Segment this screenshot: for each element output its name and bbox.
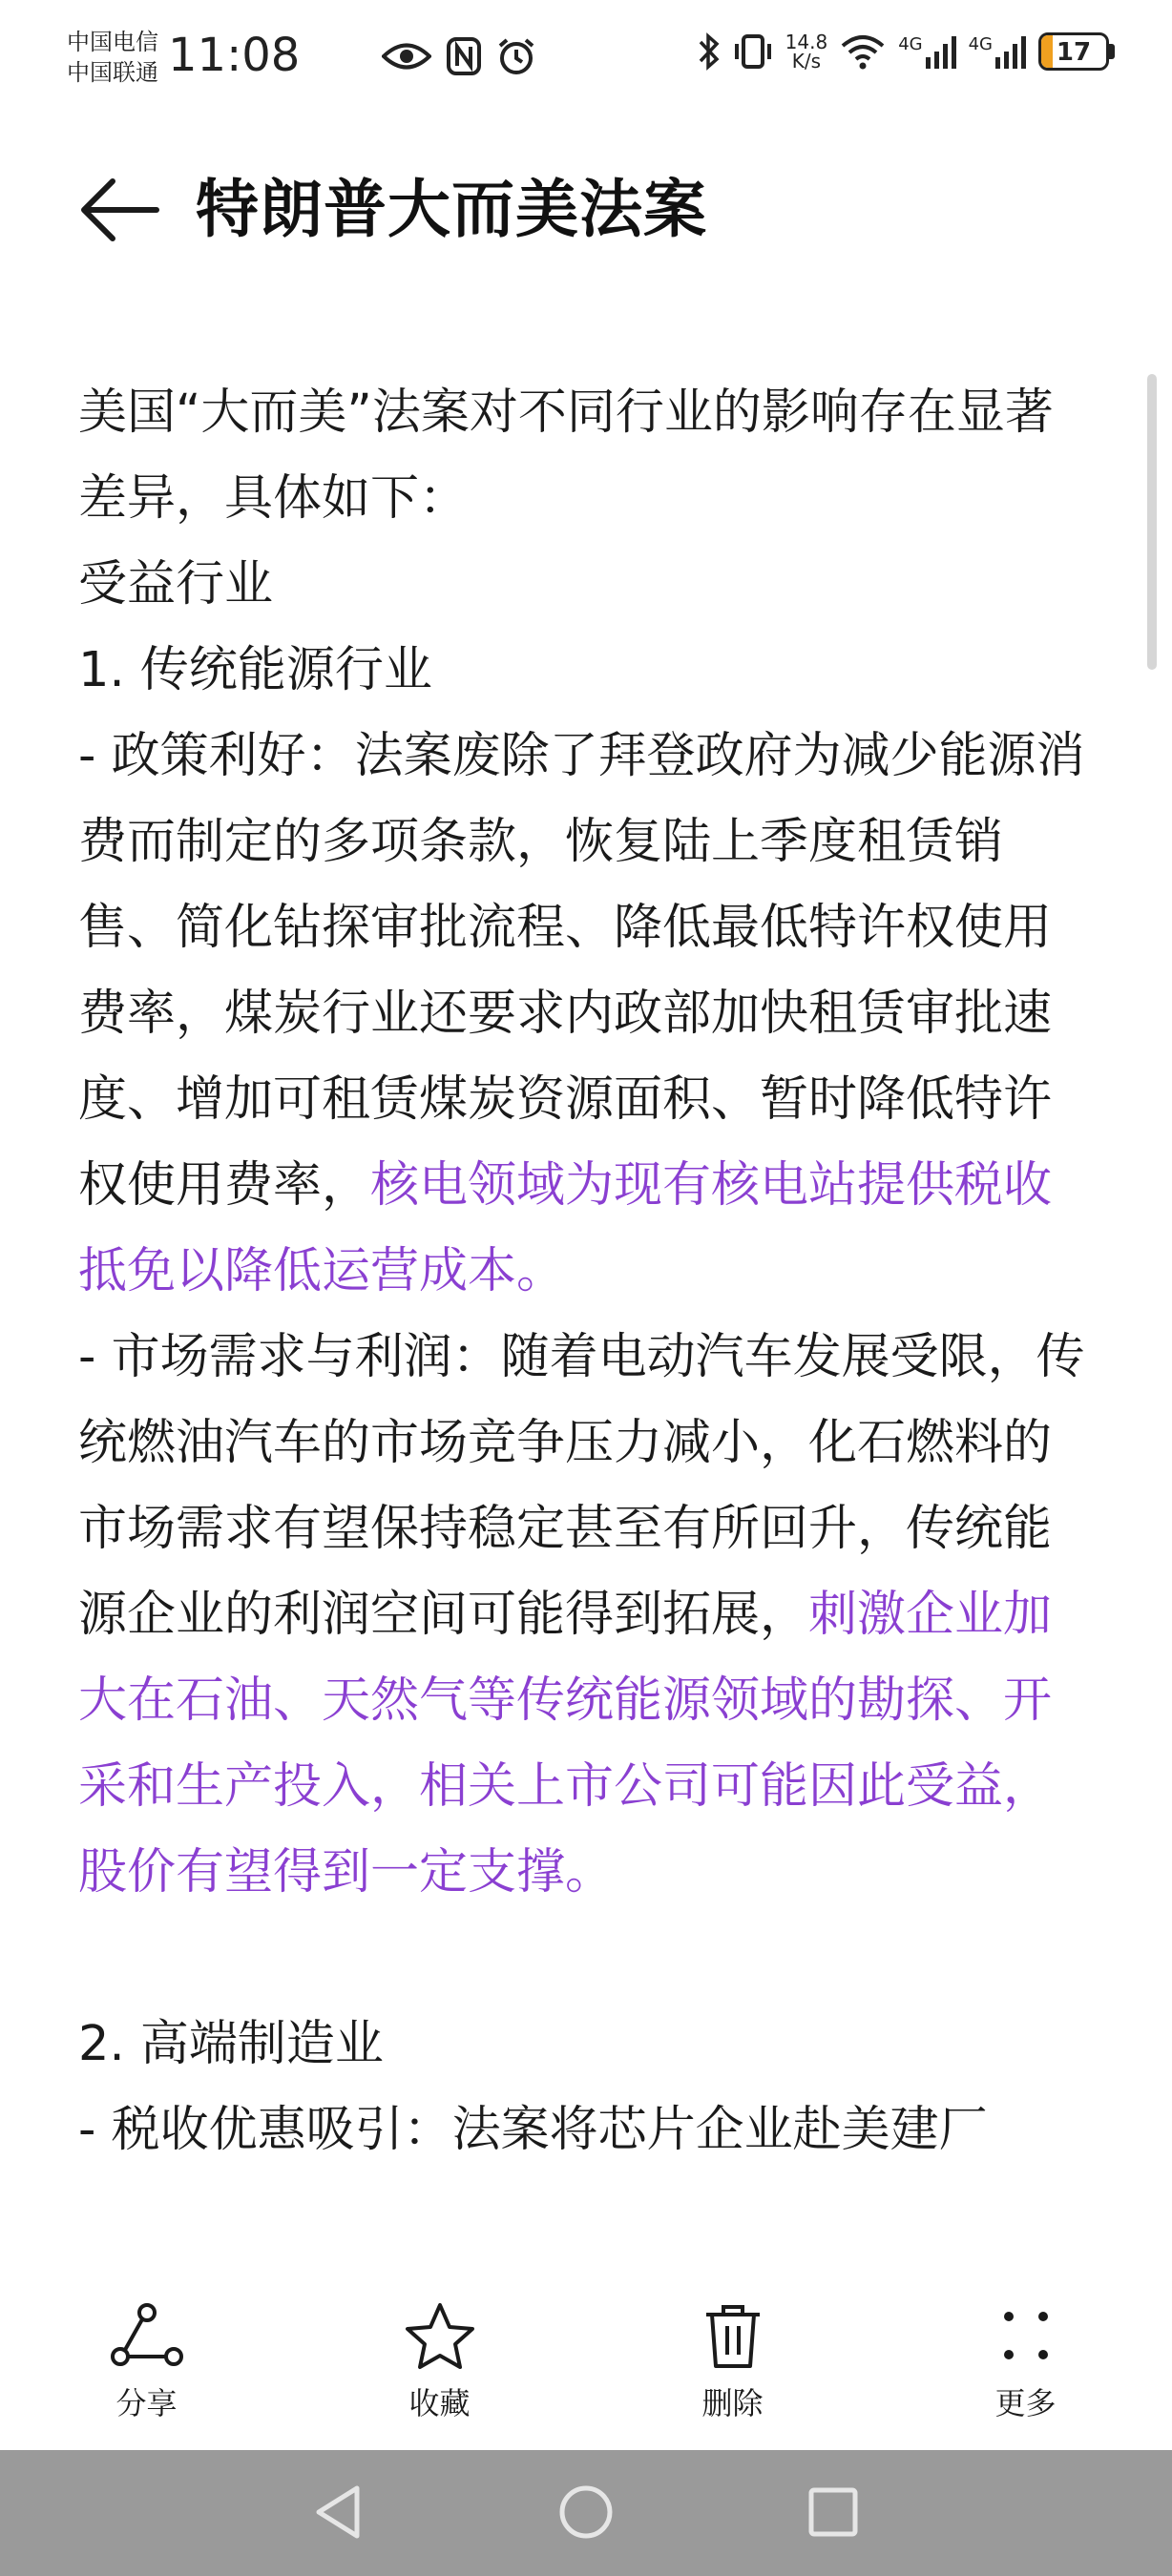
more-button[interactable] — [879, 2280, 1172, 2452]
point-text: - 政策利好：法案废除了拜登政府为减少能源消费而制定的多项条款，恢复陆上季度租赁销售、简化钻探审批流程、降低最低特许权使用费率，煤炭行业还要求内政部加快租赁审批速度、增加可租赁煤炭资源面积、暂时降低特许权使用费率， — [78, 728, 1085, 1214]
more-label: 更多 — [994, 2385, 1057, 2421]
item-point — [78, 1315, 1090, 1916]
wifi-icon — [839, 32, 887, 71]
point-text: - 税收优惠吸引：法案将芯片企业赴美建厂 — [78, 2102, 988, 2158]
vibrate-icon — [732, 32, 774, 71]
point-text: - 市场需求与利润：随着电动汽车发展受限，传统燃油汽车的市场竞争压力减小，化石燃料的市场需求有望保持稳定甚至有所回升，传统能源企业的利润空间可能得到拓展， — [78, 1329, 1085, 1643]
carrier-2: 中国联通 — [67, 59, 158, 86]
delete-label: 删除 — [701, 2385, 764, 2421]
battery-level: 17 — [1056, 38, 1092, 67]
signal-1 — [898, 34, 956, 69]
status-icons-right — [698, 32, 1115, 71]
item-point — [78, 2088, 1090, 2173]
battery-icon — [1038, 32, 1109, 71]
bottom-toolbar — [0, 2280, 1172, 2452]
share-button[interactable] — [0, 2280, 293, 2452]
page-header — [0, 143, 1172, 277]
scrollbar[interactable] — [1147, 374, 1157, 670]
nav-back-icon[interactable] — [305, 2479, 372, 2545]
article-intro: 美国“大而美”法案对不同行业的影响存在显著差异，具体如下： — [78, 384, 1054, 527]
highlighted-text: 刺激企业加大在石油、天然气等传统能源领域的勘探、开采和生产投入，相关上市公司可能因此受益，股价有望得到一定支撑。 — [78, 1587, 1053, 1901]
alarm-icon — [496, 36, 536, 76]
nav-recents-icon[interactable] — [800, 2479, 867, 2545]
eye-icon — [382, 40, 431, 73]
signal-bars-icon — [925, 34, 957, 69]
more-dots-icon — [988, 2301, 1064, 2372]
battery — [1038, 32, 1115, 71]
signal-bars-icon — [994, 34, 1027, 69]
delete-button[interactable] — [586, 2280, 879, 2452]
signal-2 — [969, 34, 1027, 69]
network-speed-value: 14.8 — [785, 31, 828, 53]
trash-icon — [695, 2301, 771, 2372]
share-icon — [109, 2301, 185, 2372]
nfc-icon — [447, 37, 481, 75]
item-heading: 1. 传统能源行业 — [78, 642, 432, 698]
system-nav-bar — [0, 2450, 1172, 2576]
network-speed — [785, 32, 828, 71]
network-type-1: 4G — [898, 34, 923, 54]
status-icons-left — [382, 36, 536, 76]
section-heading: 受益行业 — [78, 556, 274, 613]
paragraph-spacer — [78, 1916, 1090, 2002]
favorite-button[interactable] — [293, 2280, 586, 2452]
status-time: 11:08 — [168, 29, 301, 82]
share-label: 分享 — [115, 2385, 178, 2421]
highlighted-text: 核电领域为现有核电站提供税收抵免以降低运营成本。 — [78, 1157, 1053, 1299]
bluetooth-icon — [698, 32, 721, 71]
nav-home-icon[interactable] — [553, 2479, 619, 2545]
star-icon — [402, 2301, 478, 2372]
carrier-1: 中国电信 — [67, 29, 158, 55]
item-heading: 2. 高端制造业 — [78, 2016, 384, 2072]
back-arrow-icon[interactable] — [76, 172, 162, 248]
network-speed-unit: K/s — [791, 50, 822, 73]
status-bar — [0, 0, 1172, 114]
page-title: 特朗普大而美法案 — [196, 173, 707, 246]
article-body — [78, 370, 1090, 2173]
item-point — [78, 714, 1090, 1315]
network-type-2: 4G — [968, 34, 993, 54]
favorite-label: 收藏 — [408, 2385, 471, 2421]
battery-tip — [1109, 44, 1115, 59]
carrier-info — [67, 27, 158, 88]
